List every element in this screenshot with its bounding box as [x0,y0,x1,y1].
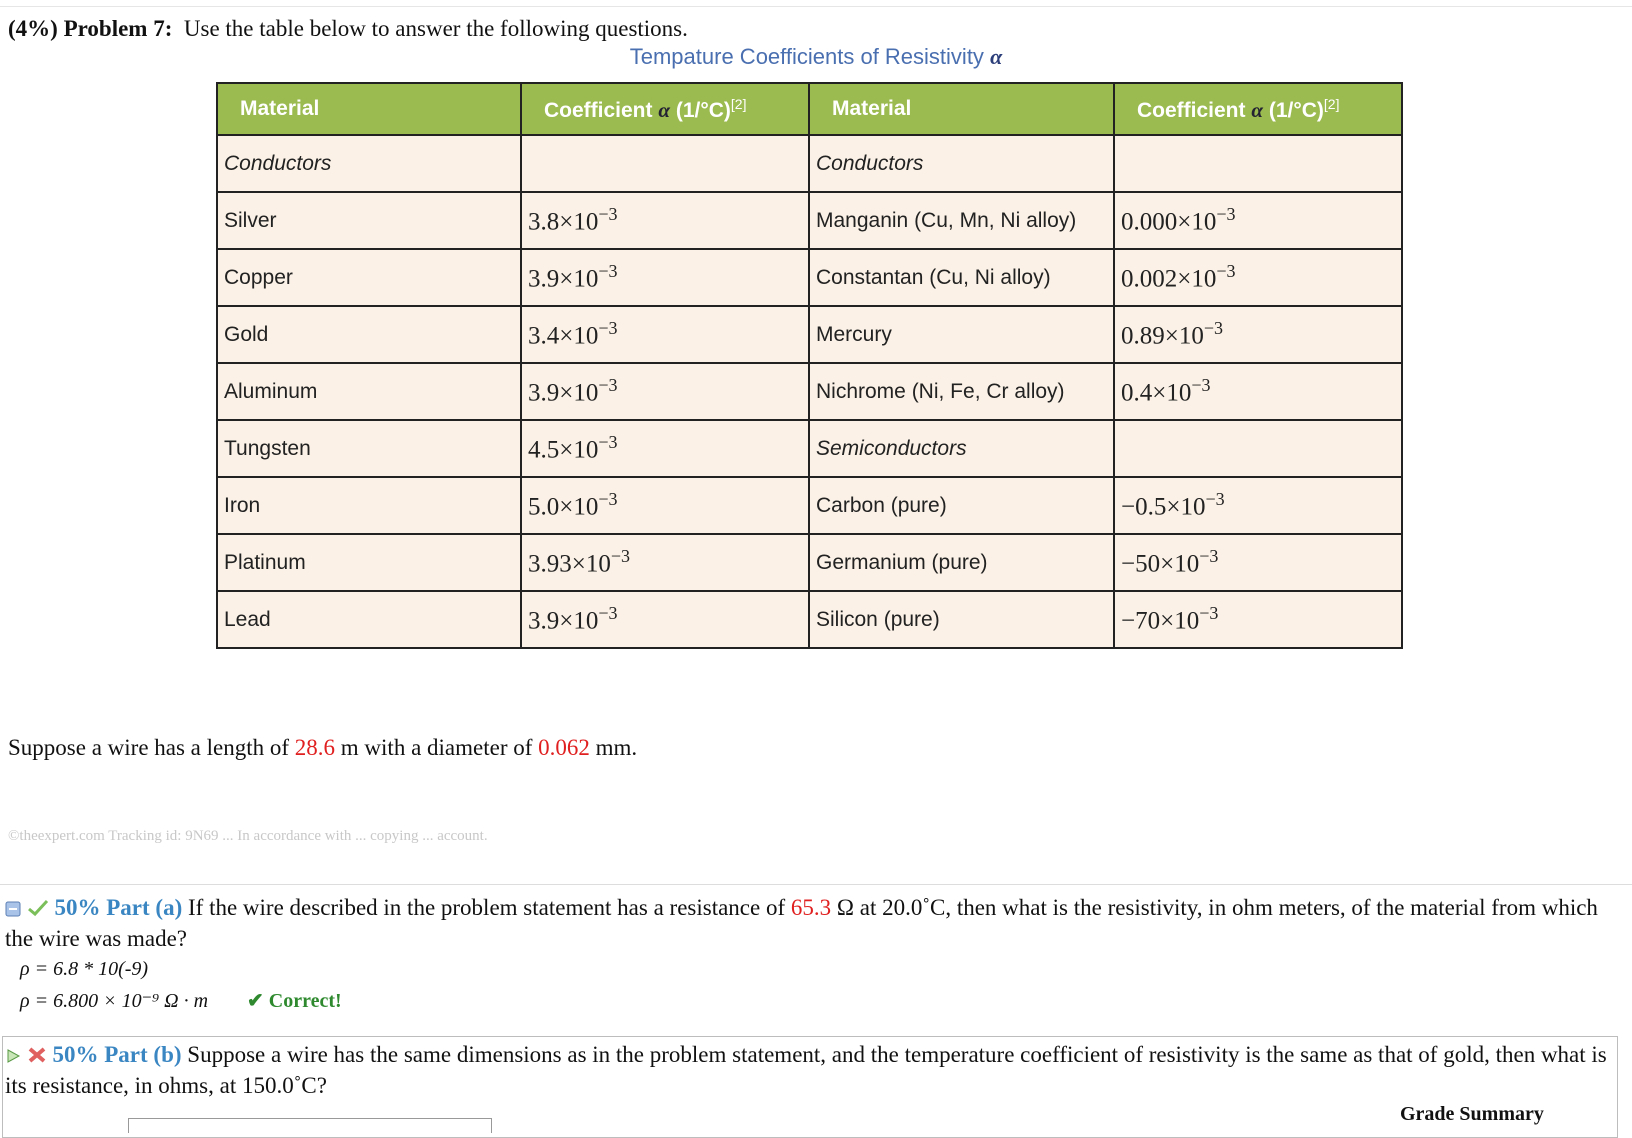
coefficient-exponent: −3 [598,375,618,396]
coefficient-base: 3.9×10 [528,607,599,635]
coefficient-cell [1114,135,1402,192]
coefficient-exponent: −3 [1216,261,1236,282]
header-material-label: Material [240,97,320,120]
material-cell: Silver [217,192,521,249]
part-a-title: 50% Part (a) [54,895,183,920]
part-a-answer-input [20,958,148,981]
top-divider [0,6,1632,7]
coefficients-table [216,82,1403,649]
answer-input-echo: ρ = 6.8 * 10(-9) [20,958,149,980]
expand-arrow-icon[interactable] [5,1042,21,1071]
problem-number: Problem 7: [63,16,173,41]
part-a-answer-rendered [20,988,342,1013]
header-ref: [2] [1323,95,1340,112]
header-unit: (1/°C) [1268,98,1324,122]
part-a-text-cont: Ω at 20.0˚C, then what is the resistivity, in ohm meters, of the material from which the wire was made? [5,895,1598,952]
table-body [217,135,1402,648]
coefficient-exponent: −3 [598,603,618,624]
coefficient-cell [1114,420,1402,477]
material-cell: Silicon (pure) [809,591,1114,648]
material-cell: Copper [217,249,521,306]
faded-copyright-text: ©theexpert.com Tracking id: 9N69 ... In accordance with ... copying ... account. [8,828,488,844]
wire-diameter-value: 0.062 [538,735,590,760]
coefficient-base: 3.9×10 [528,379,599,407]
material-cell: Gold [217,306,521,363]
part-a-text: If the wire described in the problem statement has a resistance of [188,895,786,920]
problem-statement [8,735,637,761]
coefficient-base: −0.5×10 [1121,493,1206,521]
material-cell: Aluminum [217,363,521,420]
correct-status: ✔ Correct! [247,990,342,1012]
header-material-1 [217,83,521,135]
coefficient-cell [1114,591,1402,648]
table-row [217,420,1402,477]
coefficient-exponent: −3 [1199,603,1219,624]
material-cell: Germanium (pure) [809,534,1114,591]
header-coefficient-label: Coefficient [544,98,653,122]
coefficient-cell [1114,306,1402,363]
material-cell: Lead [217,591,521,648]
coefficient-exponent: −3 [1191,375,1211,396]
coefficient-base: 0.4×10 [1121,379,1192,407]
table-title-alpha: α [990,44,1003,69]
header-alpha: α [658,97,670,122]
header-ref: [2] [730,95,747,112]
material-cell: Mercury [809,306,1114,363]
material-cell: Iron [217,477,521,534]
material-cell: Platinum [217,534,521,591]
material-cell: Nichrome (Ni, Fe, Cr alloy) [809,363,1114,420]
table-row [217,363,1402,420]
coefficient-cell [1114,534,1402,591]
incorrect-x-icon [27,1042,47,1071]
material-cell: Constantan (Cu, Ni alloy) [809,249,1114,306]
table-row [217,591,1402,648]
coefficient-base: 0.000×10 [1121,208,1217,236]
coefficient-base: 4.5×10 [528,436,599,464]
header-unit: (1/°C) [675,98,731,122]
material-cell: Carbon (pure) [809,477,1114,534]
coefficient-cell [521,135,809,192]
resistance-value: 65.3 [790,895,832,920]
coefficient-cell [521,477,809,534]
coefficient-cell [1114,363,1402,420]
collapse-icon[interactable] [5,895,21,924]
header-coefficient-label: Coefficient [1137,98,1246,122]
coefficient-exponent: −3 [598,318,618,339]
table-row [217,192,1402,249]
part-b [5,1040,1615,1100]
table-row [217,306,1402,363]
material-cell: Manganin (Cu, Mn, Ni alloy) [809,192,1114,249]
material-cell: Tungsten [217,420,521,477]
coefficient-exponent: −3 [1203,318,1224,339]
coefficient-cell [521,192,809,249]
part-a [5,893,1615,953]
answer-rendered: ρ = 6.800 × 10⁻⁹ Ω · m [20,990,209,1012]
coefficient-base: −50×10 [1121,550,1200,578]
coefficient-exponent: −3 [1199,546,1219,567]
header-material-label: Material [832,97,912,120]
statement-mid: m with a diameter of [340,735,533,760]
coefficient-base: 0.89×10 [1121,322,1204,350]
coefficient-exponent: −3 [610,546,631,567]
table-row [217,135,1402,192]
problem-points: (4%) [8,16,58,41]
coefficient-cell [521,420,809,477]
coefficient-cell [521,363,809,420]
coefficient-exponent: −3 [598,489,618,510]
coefficient-base: 0.002×10 [1121,265,1217,293]
coefficient-exponent: −3 [1216,204,1236,225]
table-row [217,249,1402,306]
wire-length-value: 28.6 [294,735,336,760]
part-divider [0,884,1632,885]
coefficient-base: 3.8×10 [528,208,599,236]
part-b-title: 50% Part (b) [52,1042,182,1067]
header-coefficient-2 [1114,83,1402,135]
coefficient-cell [1114,249,1402,306]
grade-summary-label[interactable]: Grade Summary [1400,1103,1544,1125]
material-cell: Conductors [809,135,1114,192]
coefficient-base: 3.9×10 [528,265,599,293]
table-row [217,477,1402,534]
material-cell: Conductors [217,135,521,192]
coefficient-base: −70×10 [1121,607,1200,635]
material-cell: Semiconductors [809,420,1114,477]
problem-instruction: Use the table below to answer the following questions. [183,16,688,41]
coefficient-cell [521,249,809,306]
coefficient-cell [521,306,809,363]
coefficient-exponent: −3 [1205,489,1225,510]
header-coefficient-1 [521,83,809,135]
checkmark-icon [27,895,49,924]
coefficient-base: 3.4×10 [528,322,599,350]
header-alpha: α [1251,97,1263,122]
problem-header [8,16,688,42]
part-b-text: Suppose a wire has the same dimensions as in the problem statement, and the temperature coefficient of resistivity is the same as that of gold, then what is its resistance, in ohms, at 150.0˚C? [5,1042,1607,1099]
table-row [217,534,1402,591]
coefficient-exponent: −3 [598,432,618,453]
statement-prefix: Suppose a wire has a length of [8,735,290,760]
coefficient-exponent: −3 [598,204,618,225]
table-header-row [217,83,1402,135]
statement-suffix: mm. [595,735,638,760]
coefficient-cell [1114,477,1402,534]
coefficient-base: 5.0×10 [528,493,599,521]
coefficient-cell [521,534,809,591]
header-material-2 [809,83,1114,135]
table-title [0,44,1632,70]
coefficient-base: 3.93×10 [528,550,611,578]
coefficient-cell [1114,192,1402,249]
table-title-text: Tempature Coefficients of Resistivity [629,44,984,69]
coefficient-exponent: −3 [598,261,618,282]
coefficient-cell [521,591,809,648]
